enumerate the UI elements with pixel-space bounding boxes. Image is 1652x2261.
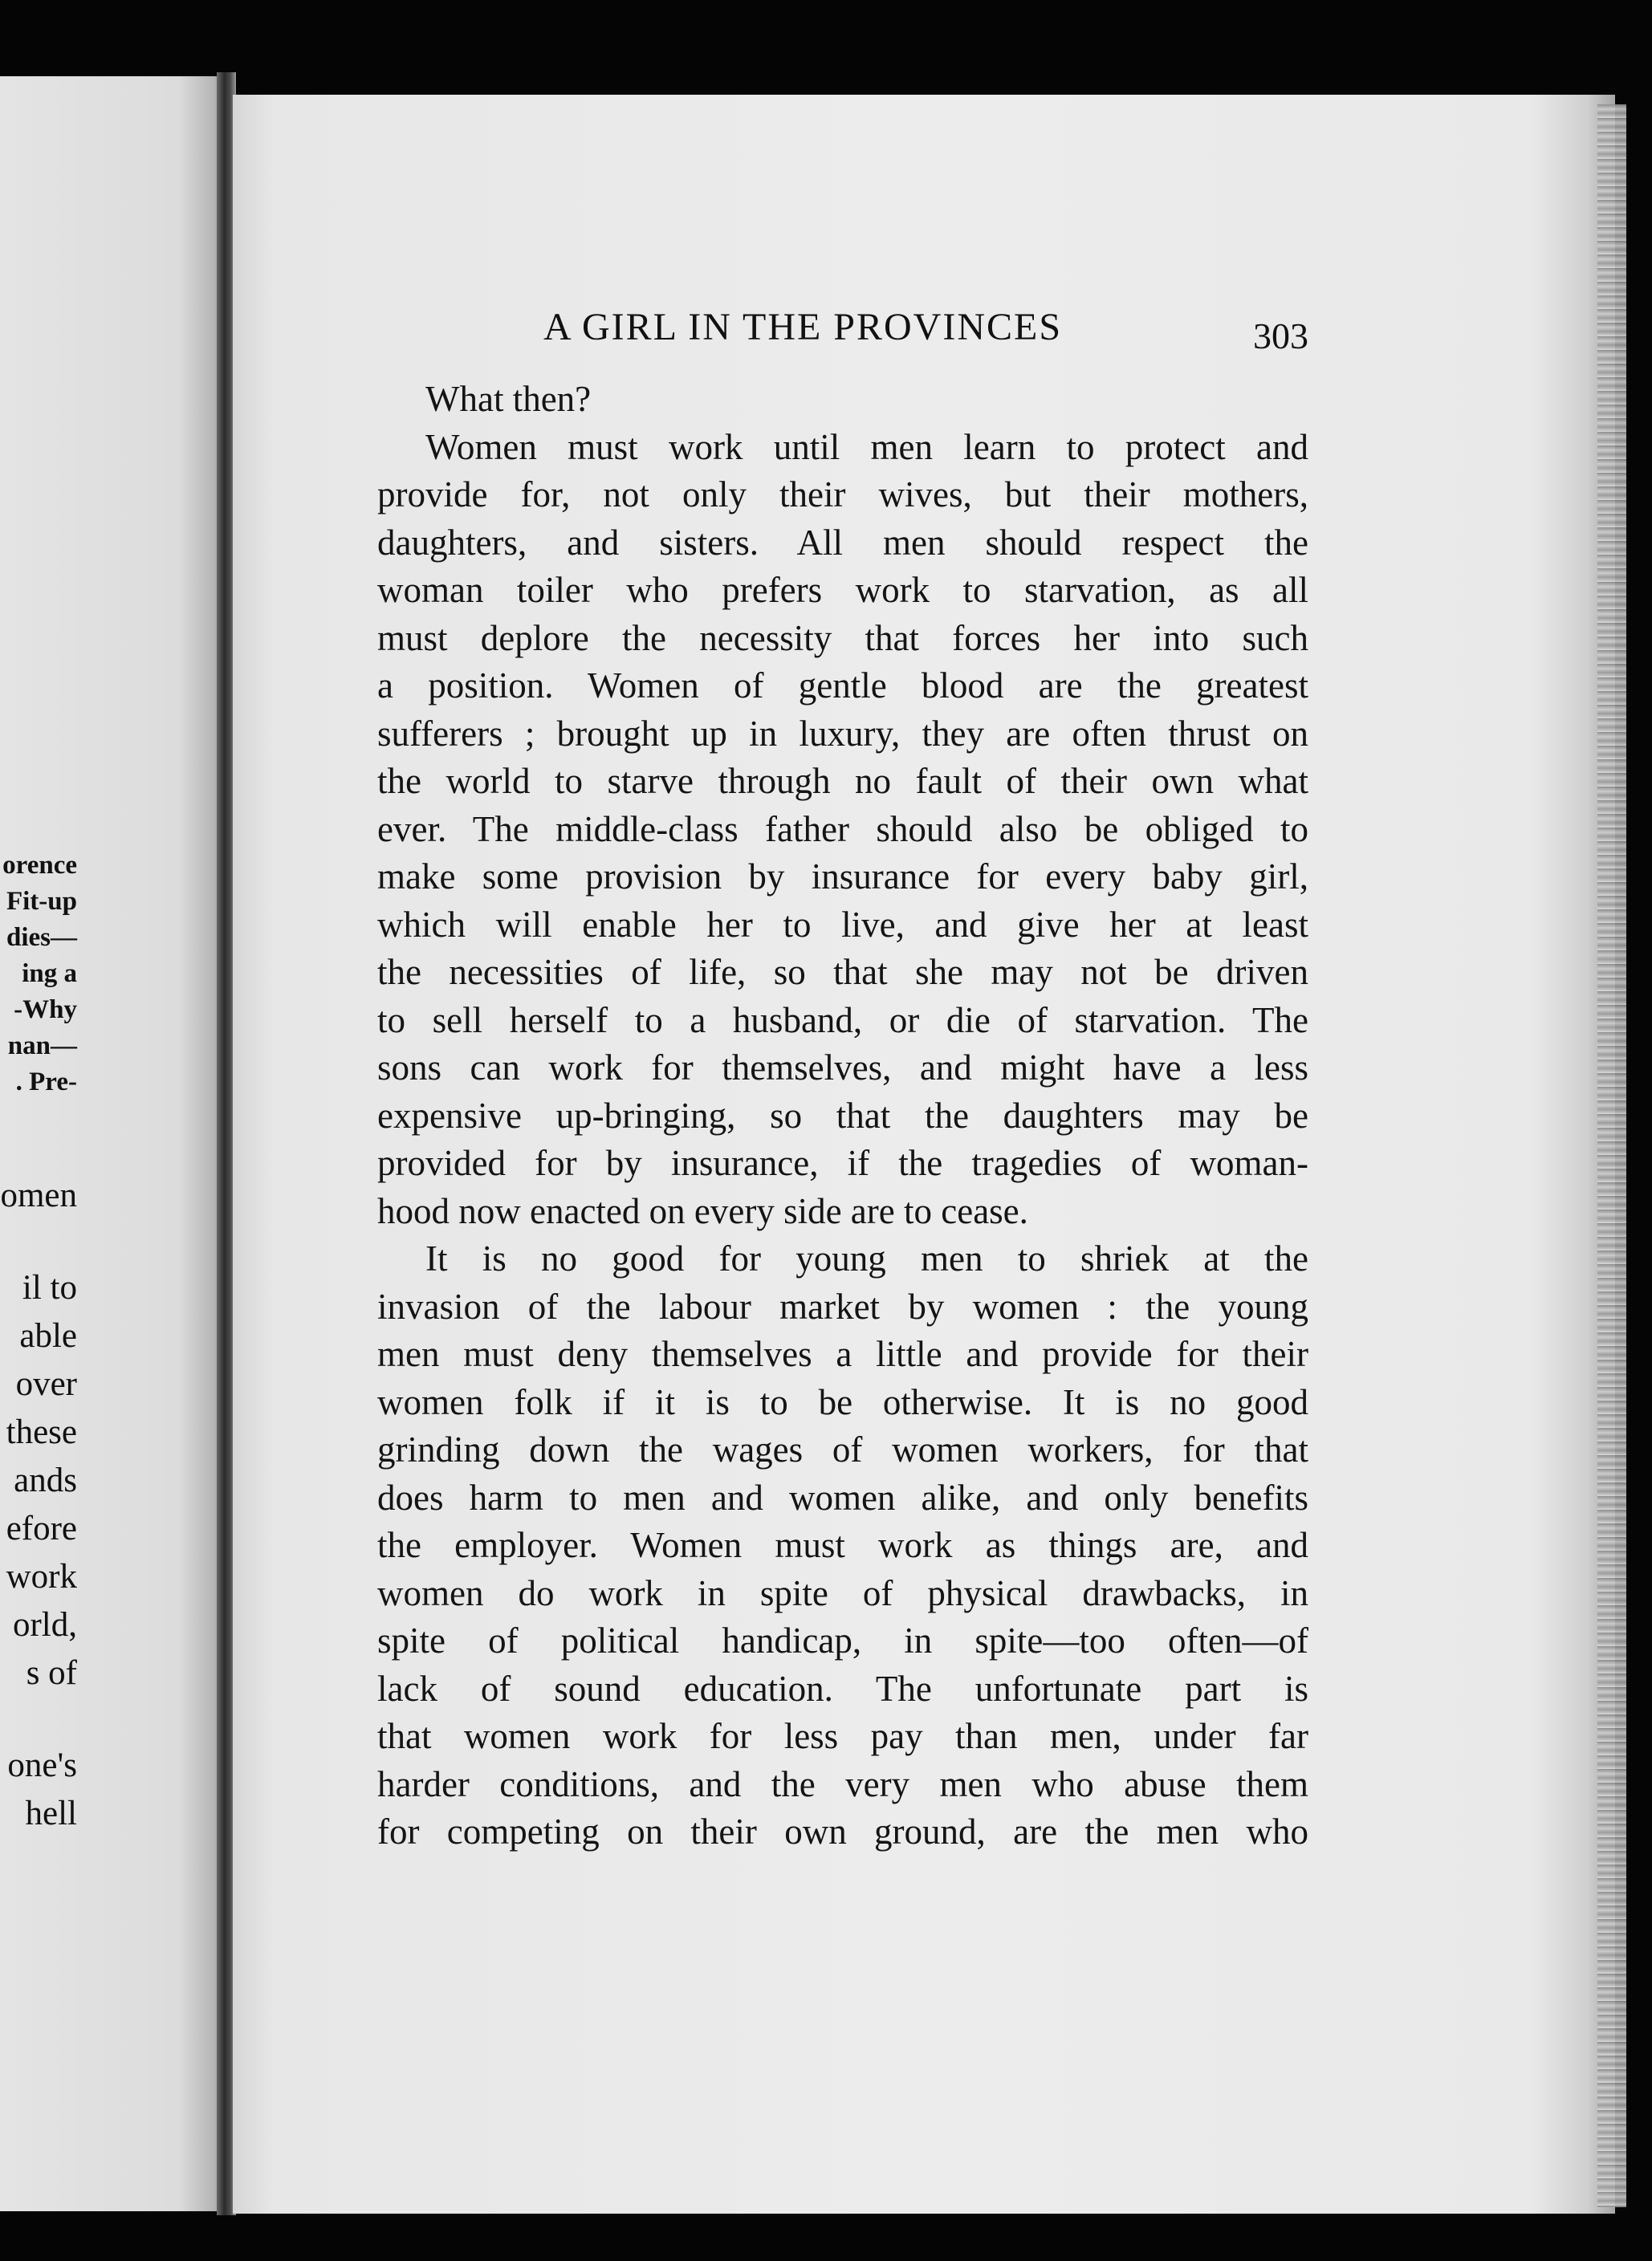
left-fragment: Fit-up <box>6 887 77 916</box>
left-fragment: these <box>6 1413 77 1451</box>
text-line: women do work in spite of physical drawbacks, in <box>377 1572 1308 1613</box>
left-fragment: over <box>15 1365 77 1403</box>
left-fragment: ing a <box>22 959 77 988</box>
text-line: to sell herself to a husband, or die of starvation. The <box>377 999 1308 1040</box>
text-line: does harm to men and women alike, and only benefits <box>377 1477 1308 1518</box>
text-line: which will enable her to live, and give her at least <box>377 904 1308 945</box>
text-line: sufferers ; brought up in luxury, they are often thrust on <box>377 713 1308 754</box>
text-line: women folk if it is to be otherwise. It is no good <box>377 1381 1308 1422</box>
running-head: A GIRL IN THE PROVINCES <box>543 306 1063 348</box>
text-line: daughters, and sisters. All men should respect the <box>377 522 1308 563</box>
left-fragment: dies— <box>6 923 77 952</box>
text-line: provide for, not only their wives, but their mothers, <box>377 474 1308 514</box>
text-line: make some provision by insurance for every baby girl, <box>377 856 1308 897</box>
text-line: woman toiler who prefers work to starvation, as all <box>377 570 1308 610</box>
left-fragment: ands <box>14 1462 77 1499</box>
left-fragment: hell <box>25 1795 77 1832</box>
text-line: Women must work until men learn to protect and <box>425 426 1308 467</box>
left-fragment: -Why <box>14 995 77 1024</box>
left-fragment: il to <box>22 1269 77 1307</box>
left-fragment: able <box>19 1317 77 1355</box>
page-edge <box>1597 104 1626 2207</box>
left-fragment: omen <box>0 1177 77 1214</box>
body-text <box>377 376 1308 1856</box>
left-fragment: nan— <box>7 1031 77 1060</box>
text-line: lack of sound education. The unfortunate part is <box>377 1668 1308 1709</box>
text-line: provided for by insurance, if the tragedies of woman- <box>377 1143 1308 1183</box>
text-line: invasion of the labour market by women : the young <box>377 1286 1308 1327</box>
left-fragment: work <box>6 1558 77 1596</box>
text-line: expensive up-bringing, so that the daughters may be <box>377 1095 1308 1136</box>
text-line: It is no good for young men to shriek at the <box>425 1238 1308 1279</box>
left-fragment: orld, <box>12 1606 77 1644</box>
left-fragment: . Pre- <box>15 1067 77 1096</box>
left-fragment: orence <box>2 851 77 880</box>
text-line: grinding down the wages of women workers, for that <box>377 1429 1308 1470</box>
text-line: spite of political handicap, in spite—too often—of <box>377 1621 1308 1661</box>
text-line: harder conditions, and the very men who abuse them <box>377 1763 1308 1804</box>
text-line: What then? <box>425 379 592 419</box>
text-line: ever. The middle-class father should also be obliged to <box>377 808 1308 849</box>
text-line: the necessities of life, so that she may not be driven <box>377 952 1308 992</box>
text-line: that women work for less pay than men, under far <box>377 1716 1308 1756</box>
left-fragment: one's <box>7 1747 77 1784</box>
text-line: the employer. Women must work as things are, and <box>377 1525 1308 1565</box>
page-number: 303 <box>1253 315 1308 356</box>
text-line: sons can work for themselves, and might have a less <box>377 1047 1308 1088</box>
text-line: hood now enacted on every side are to cease. <box>377 1190 1028 1231</box>
text-line: men must deny themselves a little and provide for their <box>377 1334 1308 1374</box>
left-page <box>0 76 223 2211</box>
text-line: for competing on their own ground, are the men who <box>377 1812 1308 1852</box>
text-line: the world to starve through no fault of their own what <box>377 761 1308 801</box>
left-fragment: efore <box>6 1510 77 1547</box>
text-line: a position. Women of gentle blood are the greatest <box>377 665 1308 706</box>
left-fragment: s of <box>26 1654 77 1692</box>
text-line: must deplore the necessity that forces her into such <box>377 617 1308 658</box>
